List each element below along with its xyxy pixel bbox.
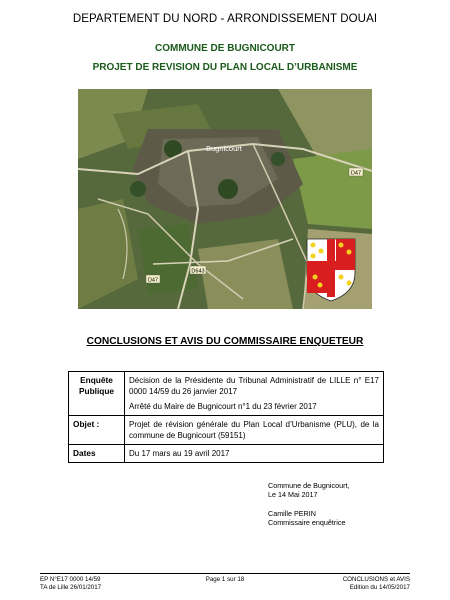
commune-title: COMMUNE DE BUGNICOURT [155,43,295,54]
ermine-spot [318,283,323,288]
signature-role: Commissaire enquêtrice [268,518,346,527]
row-value-enquete [125,372,384,416]
footer-page-number: Page 1 sur 18 [205,576,245,583]
shield-quarter [307,270,327,293]
table-row [69,372,384,416]
ermine-spot [339,275,344,280]
info-table [68,371,384,463]
department-heading: DEPARTEMENT DU NORD - ARRONDISSEMENT DOUAI [72,13,378,25]
table-row [69,416,384,445]
value-line: Projet de révision générale du Plan Local d’Urbanisme (PLU), de la commune de Bugnicourt (59151) [129,420,379,440]
tree-cluster [218,179,238,199]
aerial-photo-svg [78,89,372,309]
footer-court-date: TA de Lille 26/01/2017 [40,584,102,591]
table-row [69,445,384,463]
value-line: Arrêté du Maire de Bugnicourt n°1 du 23 février 2017 [129,402,317,411]
ermine-spot [319,249,324,254]
tree-cluster [271,152,285,166]
ermine-spot [347,250,352,255]
value-line: Décision de la Présidente du Tribunal Administratif de LILLE n° E17 0000 14/59 du 26 janvier 2017 [129,376,379,396]
coat-of-arms [307,239,355,301]
footer-reference: EP N°E17 0000 14/59 [40,576,101,583]
shield-cross-horizontal [307,261,355,270]
field-patch [198,239,293,309]
road-label: D643 [191,268,205,275]
row-label-enquete: Enquête Publique [69,372,125,416]
ermine-spot [311,243,316,248]
road-label: D47 [350,170,362,177]
project-title: PROJET DE REVISION DU PLAN LOCAL D’URBANISME [92,62,358,73]
row-value-objet [125,416,384,445]
tree-cluster [130,181,146,197]
ermine-spot [347,281,352,286]
aerial-photo [78,89,372,309]
ermine-spot [311,254,316,259]
row-label-dates: Dates [69,445,125,463]
row-value-dates [125,445,384,463]
footer-divider [40,573,410,574]
ermine-spot [313,275,318,280]
town-label: Bugnicourt [206,144,242,153]
shield-quarter [336,239,355,261]
footer-document-type: CONCLUSIONS et AVIS [342,576,410,583]
road-label: D47 [147,277,159,284]
row-label-objet: Objet : [69,416,125,445]
signature-name: Camille PERIN [268,509,316,518]
ermine-spot [339,243,344,248]
footer-edition-date: Edition du 14/05/2017 [349,584,410,591]
signature-date: Le 14 Mai 2017 [268,490,318,499]
value-line: Du 17 mars au 19 avril 2017 [129,449,230,458]
signature-place: Commune de Bugnicourt, [268,481,350,490]
section-title: CONCLUSIONS ET AVIS DU COMMISSAIRE ENQUETEUR [86,336,364,347]
